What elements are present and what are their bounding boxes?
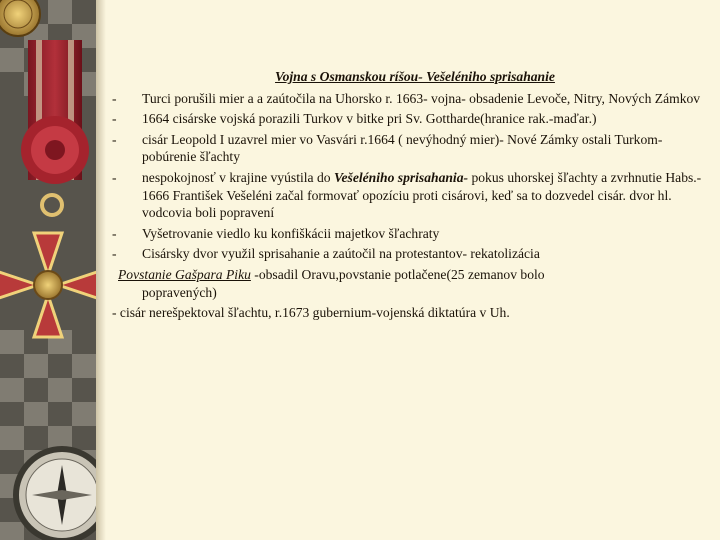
bullet-dash: - xyxy=(112,246,117,262)
bullet-text: 1664 cisárske vojská porazili Turkov v bitke pri Sv. Gottharde(hranice rak.-maďar.) xyxy=(142,111,597,127)
bullet-item xyxy=(112,110,708,128)
bullet-dash: - xyxy=(112,131,117,147)
povstanie-link-text: Povstanie Gašpara Piku xyxy=(118,266,251,282)
bullet-item xyxy=(112,90,708,108)
bullet-text-after: pokus uhorskej šľachty a zvrhnutie Habs.- 1666 František Vešeléni začal formovať opozíciu proti cisárovi, keď sa to dozvedel cisár. dvor hl. vodcovia boli popravení xyxy=(142,169,702,221)
bullet-dash: - xyxy=(112,225,117,241)
bullet-item xyxy=(112,169,708,222)
decorative-photo xyxy=(0,0,96,540)
strip-shadow xyxy=(96,0,106,540)
bullet-emphasis: Vešeléniho sprisahania- xyxy=(333,169,469,185)
slide-content xyxy=(112,68,708,325)
decorative-photo-strip xyxy=(0,0,96,540)
bullet-text-before: nespokojnosť v krajine vyústila do xyxy=(142,169,334,185)
bullet-dash: - xyxy=(112,111,117,127)
bullet-item xyxy=(112,245,708,263)
compass-icon xyxy=(16,449,96,540)
bullet-dash: - xyxy=(112,169,117,185)
bullet-text: Turci porušili mier a a zaútočila na Uhorsko r. 1663- vojna- obsadenie Levoče, Nitry, Nových Zámkov xyxy=(142,90,701,106)
bullet-list xyxy=(112,90,708,263)
bullet-text: Cisársky dvor využil sprisahanie a zaútočil na protestantov- rekatolizácia xyxy=(142,246,540,262)
last-line: - cisár nerešpektoval šľachtu, r.1673 gubernium-vojenská diktatúra v Uh. xyxy=(112,305,510,321)
bullet-text: Vyšetrovanie viedlo ku konfiškácii majetkov šľachraty xyxy=(142,225,440,241)
paragraph-text-second: popravených) xyxy=(142,284,217,300)
bullet-text: cisár Leopold I uzavrel mier vo Vasvári r.1664 ( nevýhodný mier)- Nové Zámky ostali Turkom- pobúrenie šľachty xyxy=(142,131,663,165)
bullet-item xyxy=(112,131,708,166)
paragraph-povstanie xyxy=(112,266,708,301)
paragraph-text-first: -obsadil Oravu,povstanie potlačene(25 zemanov bolo xyxy=(250,266,545,282)
bullet-item xyxy=(112,225,708,243)
slide-title: Vojna s Osmanskou ríšou- Vešeléniho sprisahanie xyxy=(275,69,555,84)
bullet-dash: - xyxy=(112,90,117,106)
